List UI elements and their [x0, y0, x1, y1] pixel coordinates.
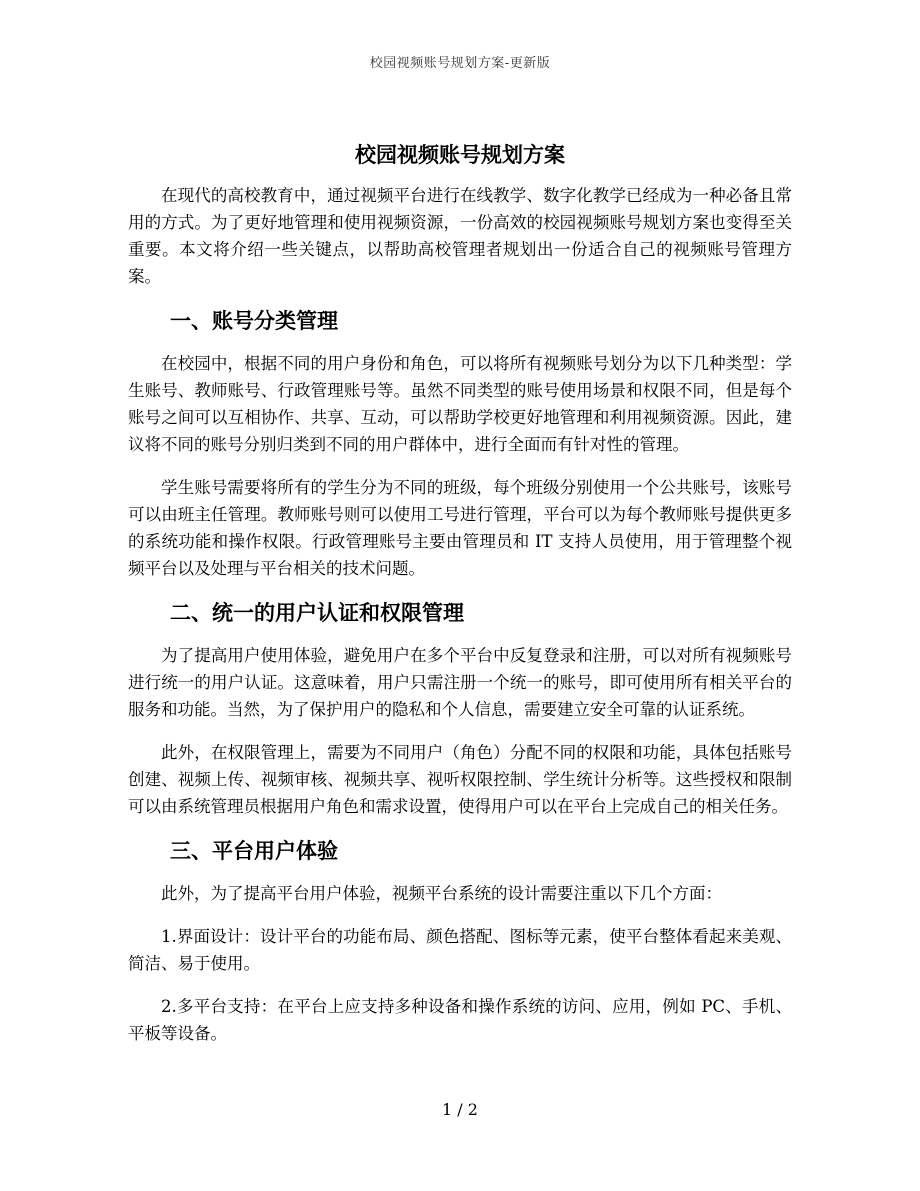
section-3-list-item-2: 2.多平台支持：在平台上应支持多种设备和操作系统的访问、应用，例如 PC、手机、平板等设备。 [128, 997, 792, 1043]
intro-paragraph: 在现代的高校教育中，通过视频平台进行在线教学、数字化教学已经成为一种必备且常用的方式。为了更好地管理和使用视频资源，一份高效的校园视频账号规划方案也变得至关重要。本文将介绍一些关键点，以帮助高校管理者规划出一份适合自己的视频账号管理方案。 [128, 186, 792, 286]
section-1-paragraph-1: 在校园中，根据不同的用户身份和角色，可以将所有视频账号划分为以下几种类型：学生账号、教师账号、行政管理账号等。虽然不同类型的账号使用场景和权限不同，但是每个账号之间可以互相协作、共享、互动，可以帮助学校更好地管理和利用视频资源。因此，建议将不同的账号分别归类到不同的用户群体中，进行全面而有针对性的管理。 [128, 354, 792, 454]
section-2-paragraph-2: 此外，在权限管理上，需要为不同用户（角色）分配不同的权限和功能，具体包括账号创建、视频上传、视频审核、视频共享、视听权限控制、学生统计分析等。这些授权和限制可以由系统管理员根据用户角色和需求设置，使得用户可以在平台上完成自己的相关任务。 [128, 743, 792, 816]
section-3-list-item-1: 1.界面设计：设计平台的功能布局、颜色搭配、图标等元素，使平台整体看起来美观、简洁、易于使用。 [128, 927, 792, 973]
document-title: 校园视频账号规划方案 [355, 142, 565, 167]
section-1-paragraph-2: 学生账号需要将所有的学生分为不同的班级，每个班级分别使用一个公共账号，该账号可以由班主任管理。教师账号则可以使用工号进行管理，平台可以为每个教师账号提供更多的系统功能和操作权限。行政管理账号主要由管理员和 IT 支持人员使用，用于管理整个视频平台以及处理与平台相关的技术问题。 [128, 478, 792, 578]
section-heading-unified-auth: 二、统一的用户认证和权限管理 [170, 600, 464, 625]
section-2-paragraph-1: 为了提高用户使用体验，避免用户在多个平台中反复登录和注册，可以对所有视频账号进行统一的用户认证。这意味着，用户只需注册一个统一的账号，即可使用所有相关平台的服务和功能。当然，为了保护用户的隐私和个人信息，需要建立安全可靠的认证系统。 [128, 646, 792, 719]
section-3-paragraph-1: 此外，为了提高平台用户体验，视频平台系统的设计需要注重以下几个方面： [161, 884, 722, 903]
section-heading-account-classification: 一、账号分类管理 [170, 308, 338, 333]
section-heading-user-experience: 三、平台用户体验 [170, 838, 338, 863]
running-header: 校园视频账号规划方案-更新版 [369, 56, 551, 71]
document-body [128, 140, 792, 1063]
page-number: 1 / 2 [442, 1100, 478, 1119]
